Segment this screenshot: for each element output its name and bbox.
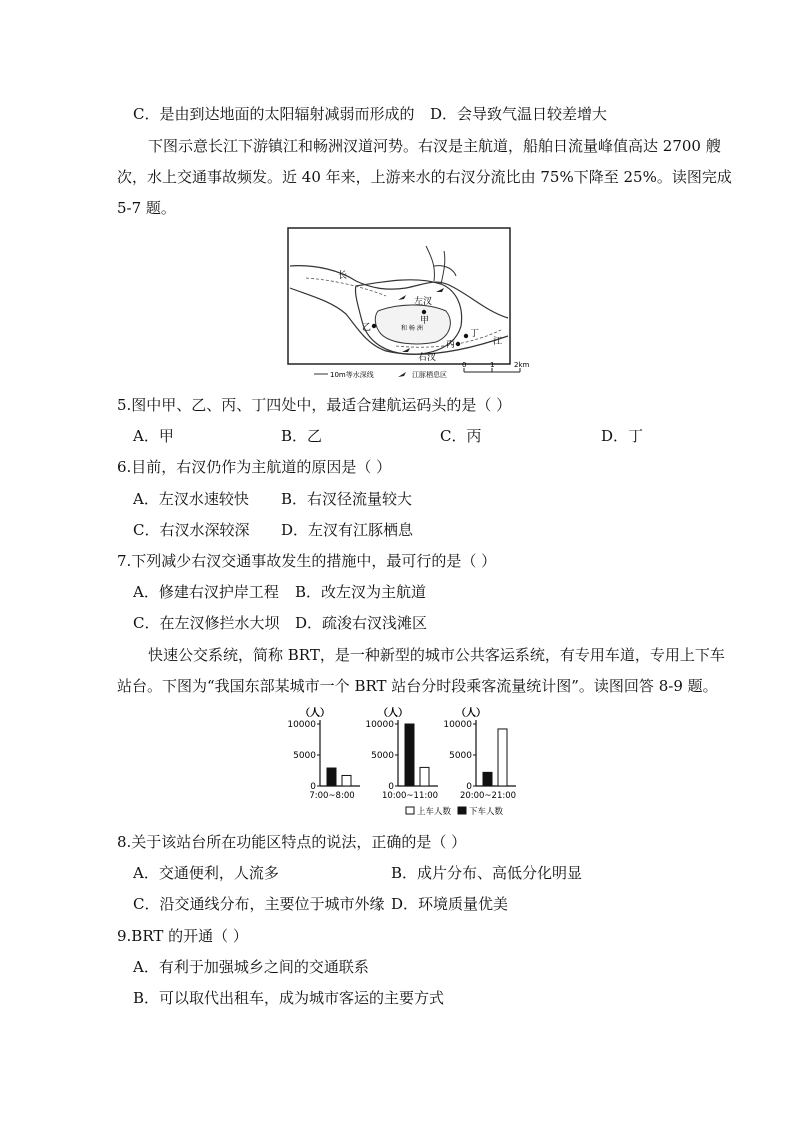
legend-alighting-label: 下车人数: [469, 807, 504, 817]
x-category-label: 20:00~21:00: [459, 791, 517, 801]
y-tick-label: 10000: [443, 720, 472, 730]
x-category-label: 7:00~8:00: [309, 791, 355, 801]
intro-paragraph-line: 下图示意长江下游镇江和畅洲汊道河势。右汊是主航道，船舶日流量峰值高达 2700 艘: [148, 137, 721, 155]
point-jia: [422, 310, 426, 314]
label-youcha: 右汊: [418, 353, 437, 363]
q8-option-c: C．沿交通线分布，主要位于城市外缘: [133, 895, 385, 913]
brt-passenger-chart: [280, 706, 520, 822]
q7-option-b: B．改左汊为主航道: [295, 583, 427, 601]
q9-option-b: B．可以取代出租车，成为城市客运的主要方式: [133, 989, 445, 1007]
y-tick-label: 5000: [449, 751, 472, 761]
label-jia: 甲: [420, 316, 430, 326]
q5-option-a: A．甲: [133, 427, 174, 445]
bar-alighting: [327, 768, 336, 786]
bar-alighting: [405, 724, 414, 786]
legend-dolphin-icon: [398, 372, 410, 377]
scale-0: 0: [462, 361, 467, 369]
y-tick-label: 5000: [293, 751, 316, 761]
q8-option-b: B．成片分布、高低分化明显: [391, 864, 583, 882]
question-5-stem: 5.图中甲、乙、丙、丁四处中，最适合建航运码头的是（ ）: [117, 396, 512, 414]
y-tick-label: 10000: [287, 720, 316, 730]
scale-2: 2km: [514, 361, 530, 369]
q7-option-a: A．修建右汊护岸工程: [133, 583, 279, 601]
intro-paragraph-line: 站台。下图为“我国东部某城市一个 BRT 站台分时段乘客流量统计图”。读图回答 8-9 题。: [117, 677, 718, 695]
q9-option-a: A．有利于加强城乡之间的交通联系: [133, 958, 369, 976]
legend-depth-line-text: 10m等水深线: [330, 371, 374, 379]
y-unit-label: （人）: [378, 708, 408, 719]
legend-alighting-swatch: [458, 807, 466, 814]
legend-boarding-swatch: [406, 807, 414, 814]
label-ding: 丁: [470, 329, 480, 339]
map-frame: [288, 228, 510, 364]
bar-boarding: [342, 775, 351, 786]
label-island: 和 畅 洲: [401, 325, 423, 332]
label-jiang: 江: [493, 337, 503, 347]
point-yi: [372, 324, 376, 328]
q5-option-d: D．丁: [601, 427, 644, 445]
x-category-label: 10:00~11:00: [381, 791, 439, 801]
y-unit-label: （人）: [456, 708, 486, 719]
y-unit-label: （人）: [300, 708, 330, 719]
y-tick-label: 5000: [371, 751, 394, 761]
question-8-stem: 8.关于该站台所在功能区特点的说法，正确的是（ ）: [117, 833, 467, 851]
y-tick-label: 0: [310, 782, 316, 792]
legend-boarding-label: 上车人数: [417, 807, 452, 817]
label-yi: 乙: [362, 323, 372, 333]
q5-option-b: B．乙: [281, 427, 323, 445]
intro-paragraph-line: 快速公交系统，简称 BRT，是一种新型的城市公共客运系统，有专用车道，专用上下车: [148, 646, 725, 664]
q8-option-d: D．环境质量优美: [391, 895, 509, 913]
question-7-stem: 7.下列减少右汊交通事故发生的措施中，最可行的是（ ）: [117, 552, 497, 570]
river-map-figure: [286, 226, 534, 386]
q6-option-a: A．左汊水速较快: [133, 490, 249, 508]
question-9-stem: 9.BRT 的开通（ ）: [117, 927, 248, 945]
label-bing: 丙: [446, 340, 456, 350]
q7-option-d: D．疏浚右汊浅滩区: [295, 614, 428, 632]
bar-boarding: [420, 767, 429, 786]
y-tick-label: 10000: [365, 720, 394, 730]
option-c: C．是由到达地面的太阳辐射减弱而形成的: [133, 105, 415, 123]
q5-option-c: C．丙: [440, 427, 482, 445]
option-d: D．会导致气温日较差增大: [430, 105, 608, 123]
question-6-stem: 6.目前，右汊仍作为主航道的原因是（ ）: [117, 458, 392, 476]
label-chang: 长: [338, 271, 348, 281]
y-tick-label: 0: [388, 782, 394, 792]
q7-option-c: C．在左汊修拦水大坝: [133, 614, 280, 632]
q6-option-d: D．左汊有江豚栖息: [281, 521, 414, 539]
q6-option-b: B．右汊径流量较大: [281, 490, 413, 508]
q6-option-c: C．右汊水深较深: [133, 521, 250, 539]
y-tick-label: 0: [466, 782, 472, 792]
point-ding: [464, 334, 468, 338]
bar-alighting: [483, 772, 492, 786]
intro-paragraph-line: 5-7 题。: [117, 199, 176, 217]
point-bing: [456, 342, 460, 346]
scale-1: 1: [490, 361, 495, 369]
legend-dolphin-text: 江豚栖息区: [412, 371, 447, 379]
q8-option-a: A．交通便利，人流多: [133, 864, 279, 882]
intro-paragraph-line: 次，水上交通事故频发。近 40 年来，上游来水的右汊分流比由 75%下降至 25%。读图完成: [117, 168, 732, 186]
label-zuocha: 左汊: [414, 297, 433, 307]
bar-boarding: [498, 729, 507, 786]
